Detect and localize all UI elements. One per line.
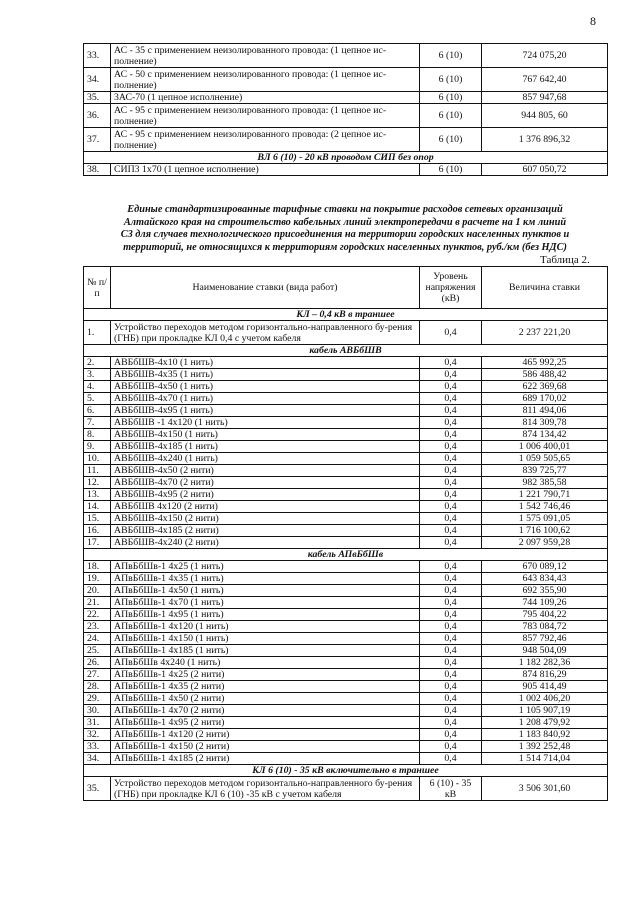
section-label: кабель АВБбШВ xyxy=(84,345,608,357)
cell-num: 10. xyxy=(84,453,111,465)
table-row xyxy=(84,513,608,525)
title-line: Единые стандартизированные тарифные ставки на покрытие расходов сетевых организаций xyxy=(127,204,563,215)
cell-name: АВБбШВ-4х185 (2 нити) xyxy=(111,525,420,537)
cell-value: 874 134,42 xyxy=(482,429,608,441)
cell-value: 814 309,78 xyxy=(482,417,608,429)
table-row xyxy=(84,417,608,429)
cell-voltage: 0,4 xyxy=(420,585,482,597)
table-row xyxy=(84,777,608,801)
cell-num: 7. xyxy=(84,417,111,429)
section-row xyxy=(84,345,608,357)
cell-value: 465 992,25 xyxy=(482,357,608,369)
cell-name: АПвБбШв-1 4х25 (2 нити) xyxy=(111,669,420,681)
cell-name: АВБбШВ-4х70 (1 нить) xyxy=(111,393,420,405)
cell-num: 34. xyxy=(84,68,111,92)
table-row xyxy=(84,321,608,345)
cell-voltage: 0,4 xyxy=(420,381,482,393)
cell-voltage: 0,4 xyxy=(420,453,482,465)
table-label: Таблица 2. xyxy=(540,254,590,266)
cell-value: 1 221 790,71 xyxy=(482,489,608,501)
section-label: КЛ 6 (10) - 35 кВ включительно в траншее xyxy=(84,765,608,777)
cell-value: 1 002 406,20 xyxy=(482,693,608,705)
table-row xyxy=(84,92,608,104)
cell-name: АВБбШВ-4х50 (2 нити) xyxy=(111,465,420,477)
cell-num: 15. xyxy=(84,513,111,525)
cell-name: АПвБбШв-1 4х150 (2 нити) xyxy=(111,741,420,753)
table-row xyxy=(84,44,608,68)
cell-voltage: 0,4 xyxy=(420,429,482,441)
cell-voltage: 6 (10) xyxy=(420,104,482,128)
cell-value: 670 089,12 xyxy=(482,561,608,573)
cell-name: Устройство переходов методом горизонтально-направленного бу-рения (ГНБ) при прокладке КЛ 6 (10) -35 кВ с учетом кабеля xyxy=(111,777,420,801)
header-value: Величина ставки xyxy=(482,267,608,309)
table-row xyxy=(84,525,608,537)
cell-value: 692 355,90 xyxy=(482,585,608,597)
cell-value: 905 414,49 xyxy=(482,681,608,693)
table-row xyxy=(84,68,608,92)
cell-voltage: 0,4 xyxy=(420,321,482,345)
cell-name: АПвБбШв-1 4х95 (2 нити) xyxy=(111,717,420,729)
cell-name: АПвБбШв-1 4х70 (2 нити) xyxy=(111,705,420,717)
cell-voltage: 0,4 xyxy=(420,537,482,549)
cell-voltage: 0,4 xyxy=(420,369,482,381)
cell-value: 783 084,72 xyxy=(482,621,608,633)
cell-voltage: 0,4 xyxy=(420,609,482,621)
section-label: КЛ – 0,4 кВ в траншее xyxy=(84,309,608,321)
table-row xyxy=(84,164,608,176)
cell-num: 2. xyxy=(84,357,111,369)
table-row xyxy=(84,609,608,621)
cell-voltage: 0,4 xyxy=(420,633,482,645)
cell-value: 982 385,58 xyxy=(482,477,608,489)
cell-value: 1 059 505,65 xyxy=(482,453,608,465)
table-row xyxy=(84,441,608,453)
cell-value: 1 542 746,46 xyxy=(482,501,608,513)
cell-num: 29. xyxy=(84,693,111,705)
cell-value: 857 792,46 xyxy=(482,633,608,645)
cell-name: АПвБбШв-1 4х50 (1 нить) xyxy=(111,585,420,597)
cell-name: АВБбШВ-4х150 (1 нить) xyxy=(111,429,420,441)
table-row xyxy=(84,128,608,152)
title-line: Алтайского края на строительство кабельных линий электропередачи в расчете на 1 км линий xyxy=(123,216,567,228)
cell-voltage: 6 (10) xyxy=(420,44,482,68)
table-row xyxy=(84,393,608,405)
cell-name: АПвБбШв-1 4х25 (1 нить) xyxy=(111,561,420,573)
cell-name: АПвБбШв-1 4х35 (1 нить) xyxy=(111,573,420,585)
cell-value: 1 208 479,92 xyxy=(482,717,608,729)
table-row xyxy=(84,681,608,693)
table-row xyxy=(84,621,608,633)
cell-num: 33. xyxy=(84,44,111,68)
cell-num: 38. xyxy=(84,164,111,176)
table-row xyxy=(84,573,608,585)
cell-name: АВБбШВ-4х95 (2 нити) xyxy=(111,489,420,501)
cell-voltage: 0,4 xyxy=(420,645,482,657)
cell-value: 1 006 400,01 xyxy=(482,441,608,453)
header-num: № п/п xyxy=(84,267,111,309)
cell-voltage: 0,4 xyxy=(420,417,482,429)
cell-voltage: 6 (10) xyxy=(420,68,482,92)
cell-voltage: 0,4 xyxy=(420,501,482,513)
cell-voltage: 0,4 xyxy=(420,753,482,765)
table-row xyxy=(84,561,608,573)
cell-num: 3. xyxy=(84,369,111,381)
cell-value: 607 050,72 xyxy=(482,164,608,176)
cell-name: АВБбШВ-4х240 (2 нити) xyxy=(111,537,420,549)
cell-num: 4. xyxy=(84,381,111,393)
cell-value: 643 834,43 xyxy=(482,573,608,585)
table-row xyxy=(84,489,608,501)
cell-num: 36. xyxy=(84,104,111,128)
cell-voltage: 0,4 xyxy=(420,405,482,417)
table-row xyxy=(84,729,608,741)
cell-voltage: 0,4 xyxy=(420,729,482,741)
cell-name: АПвБбШв-1 4х185 (2 нити) xyxy=(111,753,420,765)
cell-name: АПвБбШв-1 4х120 (2 нити) xyxy=(111,729,420,741)
cell-value: 586 488,42 xyxy=(482,369,608,381)
cell-value: 2 237 221,20 xyxy=(482,321,608,345)
cell-name: АВБбШВ-4х240 (1 нить) xyxy=(111,453,420,465)
cell-value: 1 105 907,19 xyxy=(482,705,608,717)
cell-value: 948 504,09 xyxy=(482,645,608,657)
cell-num: 17. xyxy=(84,537,111,549)
cell-num: 35. xyxy=(84,92,111,104)
cell-voltage: 6 (10) xyxy=(420,164,482,176)
cell-num: 32. xyxy=(84,729,111,741)
table-row xyxy=(84,717,608,729)
table-row xyxy=(84,537,608,549)
cell-num: 26. xyxy=(84,657,111,669)
cell-num: 33. xyxy=(84,741,111,753)
table-row xyxy=(84,753,608,765)
cell-voltage: 0,4 xyxy=(420,681,482,693)
cell-num: 6. xyxy=(84,405,111,417)
cell-value: 1 514 714,04 xyxy=(482,753,608,765)
cell-voltage: 0,4 xyxy=(420,717,482,729)
table-row xyxy=(84,405,608,417)
cell-value: 622 369,68 xyxy=(482,381,608,393)
title-line: С3 для случаев технологического присоединения на территории городских населенных пунктов и xyxy=(120,229,570,241)
cell-num: 19. xyxy=(84,573,111,585)
section-row xyxy=(84,549,608,561)
cell-name: АС - 50 с применением неизолированного провода: (1 цепное ис-полнение) xyxy=(111,68,420,92)
cell-value: 767 642,40 xyxy=(482,68,608,92)
table-row xyxy=(84,741,608,753)
cell-name: АПвБбШв-1 4х35 (2 нити) xyxy=(111,681,420,693)
table-row xyxy=(84,585,608,597)
cell-value: 1 392 252,48 xyxy=(482,741,608,753)
cell-name: АПвБбШв-1 4х185 (1 нить) xyxy=(111,645,420,657)
header-name: Наименование ставки (вида работ) xyxy=(111,267,420,309)
cell-name: АПвБбШв-1 4х70 (1 нить) xyxy=(111,597,420,609)
cell-voltage: 6 (10) xyxy=(420,128,482,152)
cell-name: АПвБбШв-1 4х95 (1 нить) xyxy=(111,609,420,621)
cell-value: 1 575 091,05 xyxy=(482,513,608,525)
cell-value: 724 075,20 xyxy=(482,44,608,68)
cell-name: АПвБбШв 4х240 (1 нить) xyxy=(111,657,420,669)
cell-voltage: 0,4 xyxy=(420,621,482,633)
rates-table-2-body xyxy=(84,309,608,801)
cell-num: 34. xyxy=(84,753,111,765)
rates-table-continued xyxy=(83,43,608,176)
cell-name: СИП3 1х70 (1 цепное исполнение) xyxy=(111,164,420,176)
cell-num: 27. xyxy=(84,669,111,681)
table-row xyxy=(84,645,608,657)
cell-voltage: 0,4 xyxy=(420,741,482,753)
cell-voltage: 0,4 xyxy=(420,477,482,489)
table-row xyxy=(84,693,608,705)
cell-num: 28. xyxy=(84,681,111,693)
section-label: кабель АПвБбШв xyxy=(84,549,608,561)
cell-voltage: 0,4 xyxy=(420,357,482,369)
cell-num: 18. xyxy=(84,561,111,573)
cell-num: 23. xyxy=(84,621,111,633)
table-row xyxy=(84,633,608,645)
cell-value: 3 506 301,60 xyxy=(482,777,608,801)
cell-num: 14. xyxy=(84,501,111,513)
table-row xyxy=(84,104,608,128)
cell-value: 874 816,29 xyxy=(482,669,608,681)
section-row xyxy=(84,309,608,321)
cell-name: АВБбШВ-4х70 (2 нити) xyxy=(111,477,420,489)
table-row xyxy=(84,453,608,465)
cell-name: АВБбШВ-4х185 (1 нить) xyxy=(111,441,420,453)
cell-value: 944 805, 60 xyxy=(482,104,608,128)
cell-num: 31. xyxy=(84,717,111,729)
page-number: 8 xyxy=(590,14,596,28)
cell-name: АВБбШВ-4х35 (1 нить) xyxy=(111,369,420,381)
cell-voltage: 0,4 xyxy=(420,525,482,537)
cell-num: 35. xyxy=(84,777,111,801)
cell-name: Устройство переходов методом горизонтально-направленного бу-рения (ГНБ) при прокладке КЛ 0,4 с учетом кабеля xyxy=(111,321,420,345)
cell-num: 30. xyxy=(84,705,111,717)
cell-value: 744 109,26 xyxy=(482,597,608,609)
rates-table-continued-body xyxy=(84,44,608,176)
cell-name: АВБбШВ -1 4х120 (1 нить) xyxy=(111,417,420,429)
cell-num: 11. xyxy=(84,465,111,477)
table-row xyxy=(84,669,608,681)
section-label: ВЛ 6 (10) - 20 кВ проводом СИП без опор xyxy=(84,152,608,164)
cell-num: 1. xyxy=(84,321,111,345)
cell-num: 9. xyxy=(84,441,111,453)
cell-name: АПвБбШв-1 4х150 (1 нить) xyxy=(111,633,420,645)
table-row xyxy=(84,501,608,513)
table-row xyxy=(84,429,608,441)
cell-value: 795 404,22 xyxy=(482,609,608,621)
cell-num: 5. xyxy=(84,393,111,405)
cell-num: 22. xyxy=(84,609,111,621)
table-row xyxy=(84,381,608,393)
cell-voltage: 0,4 xyxy=(420,705,482,717)
cell-voltage: 0,4 xyxy=(420,693,482,705)
header-voltage: Уровень напряжения (кВ) xyxy=(420,267,482,309)
cell-voltage: 0,4 xyxy=(420,561,482,573)
cell-voltage: 0,4 xyxy=(420,513,482,525)
cell-num: 8. xyxy=(84,429,111,441)
cell-num: 25. xyxy=(84,645,111,657)
cell-name: АС - 35 с применением неизолированного провода: (1 цепное ис-полнение) xyxy=(111,44,420,68)
cell-num: 13. xyxy=(84,489,111,501)
cell-num: 16. xyxy=(84,525,111,537)
cell-name: АПвБбШв-1 4х120 (1 нить) xyxy=(111,621,420,633)
cell-value: 1 376 896,32 xyxy=(482,128,608,152)
document-title xyxy=(90,204,600,254)
cell-name: АС - 95 с применением неизолированного провода: (2 цепное ис-полнение) xyxy=(111,128,420,152)
section-row xyxy=(84,152,608,164)
cell-value: 689 170,02 xyxy=(482,393,608,405)
cell-value: 811 494,06 xyxy=(482,405,608,417)
cell-num: 20. xyxy=(84,585,111,597)
cell-value: 1 716 100,62 xyxy=(482,525,608,537)
table-row xyxy=(84,477,608,489)
cell-name: 3АС-70 (1 цепное исполнение) xyxy=(111,92,420,104)
table-row xyxy=(84,369,608,381)
cell-name: АС - 95 с применением неизолированного провода: (1 цепное ис-полнение) xyxy=(111,104,420,128)
cell-voltage: 0,4 xyxy=(420,669,482,681)
cell-name: АВБбШВ-4х95 (1 нить) xyxy=(111,405,420,417)
cell-num: 12. xyxy=(84,477,111,489)
cell-voltage: 0,4 xyxy=(420,573,482,585)
cell-value: 1 183 840,92 xyxy=(482,729,608,741)
cell-name: АПвБбШв-1 4х50 (2 нити) xyxy=(111,693,420,705)
table-row xyxy=(84,465,608,477)
cell-voltage: 0,4 xyxy=(420,597,482,609)
cell-voltage: 0,4 xyxy=(420,393,482,405)
table-row xyxy=(84,657,608,669)
cell-num: 21. xyxy=(84,597,111,609)
cell-name: АВБбШВ 4х120 (2 нити) xyxy=(111,501,420,513)
cell-voltage: 0,4 xyxy=(420,441,482,453)
table-row xyxy=(84,357,608,369)
cell-voltage: 0,4 xyxy=(420,489,482,501)
cell-voltage: 6 (10) xyxy=(420,92,482,104)
title-line: территорий, не относящихся к территориям городских населенных пунктов, руб./км (без НДС) xyxy=(123,241,567,253)
table-row xyxy=(84,597,608,609)
table-header-row xyxy=(84,267,608,309)
table-row xyxy=(84,705,608,717)
cell-value: 1 182 282,36 xyxy=(482,657,608,669)
section-row xyxy=(84,765,608,777)
cell-num: 24. xyxy=(84,633,111,645)
rates-table-2 xyxy=(83,266,608,801)
cell-num: 37. xyxy=(84,128,111,152)
cell-voltage: 0,4 xyxy=(420,657,482,669)
cell-name: АВБбШВ-4х10 (1 нить) xyxy=(111,357,420,369)
cell-voltage: 0,4 xyxy=(420,465,482,477)
cell-value: 839 725,77 xyxy=(482,465,608,477)
cell-value: 857 947,68 xyxy=(482,92,608,104)
cell-value: 2 097 959,28 xyxy=(482,537,608,549)
cell-name: АВБбШВ-4х150 (2 нити) xyxy=(111,513,420,525)
cell-name: АВБбШВ-4х50 (1 нить) xyxy=(111,381,420,393)
cell-voltage: 6 (10) - 35 кВ xyxy=(420,777,482,801)
